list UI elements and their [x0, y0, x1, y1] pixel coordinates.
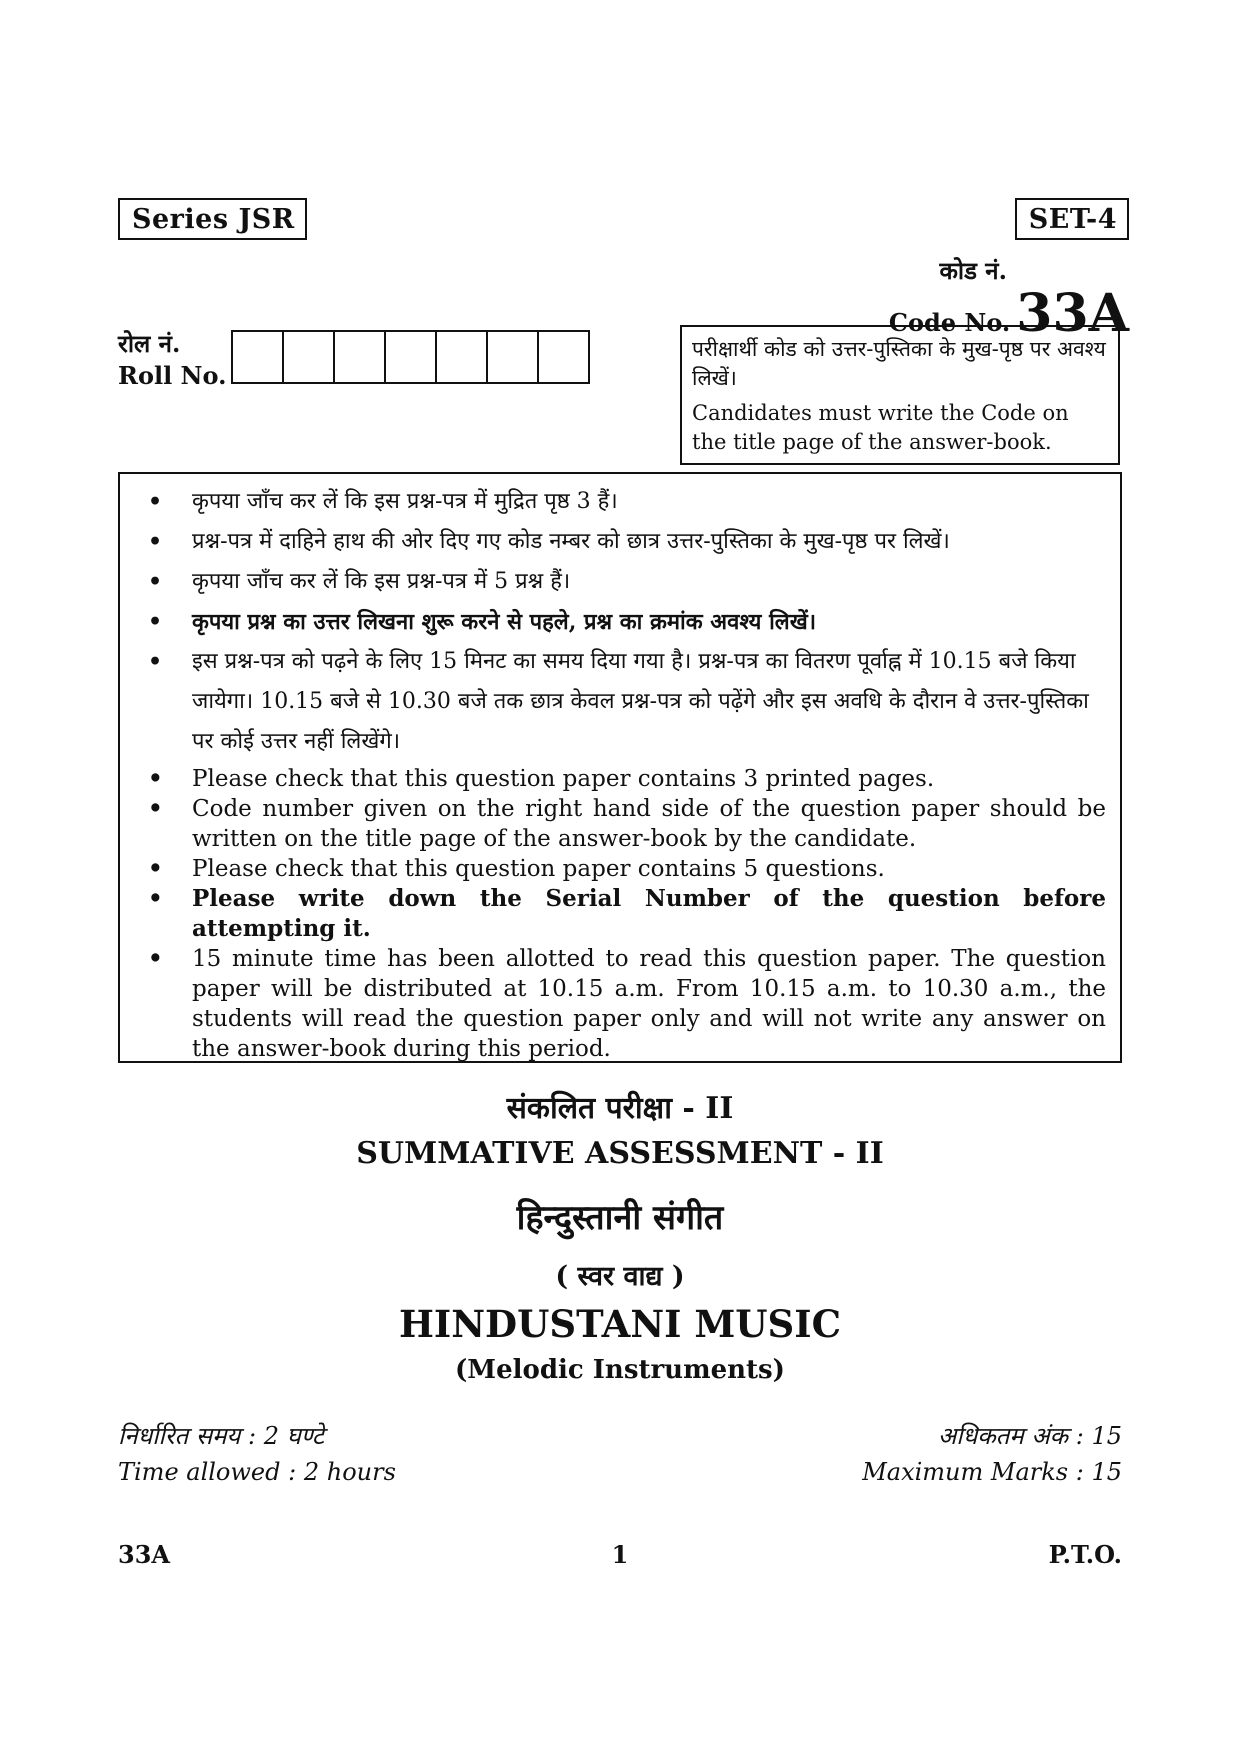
roll-label-hindi: रोल नं.	[118, 329, 181, 358]
footer-pto: P.T.O.	[1048, 1540, 1122, 1569]
roll-number-boxes[interactable]	[231, 330, 590, 384]
code-instruction-note	[680, 325, 1120, 465]
bullet-icon: •	[148, 765, 163, 792]
roll-number-box[interactable]	[539, 332, 588, 382]
instruction-item	[136, 944, 1106, 1064]
instruction-item	[136, 642, 1106, 762]
code-note-hindi: परीक्षार्थी कोड को उत्तर-पुस्तिका के मुख-पृष्ठ पर अवश्य लिखें।	[692, 337, 1106, 390]
instruction-text: Please check that this question paper contains 3 printed pages.	[192, 766, 935, 792]
instruction-item	[136, 602, 1106, 642]
bullet-icon: •	[148, 649, 163, 675]
bullet-icon: •	[148, 489, 163, 515]
instructions-english-list	[136, 764, 1106, 1064]
instruction-text: कृपया प्रश्न का उत्तर लिखना शुरू करने से पहले, प्रश्न का क्रमांक अवश्य लिखें।	[192, 609, 817, 635]
exam-title-english: SUMMATIVE ASSESSMENT - II	[356, 1136, 884, 1171]
time-allowed	[118, 1418, 396, 1490]
bullet-icon: •	[148, 795, 163, 822]
maximum-marks	[862, 1418, 1122, 1490]
instruction-item	[136, 794, 1106, 854]
time-allowed-english: Time allowed : 2 hours	[118, 1458, 396, 1486]
bullet-icon: •	[148, 945, 163, 972]
instruction-text: 15 minute time has been allotted to read this question paper. The question paper will be distributed at 10.15 a.m. From 10.15 a.m. to 10.30 a.m., the students will read the question paper only and will not write any answer on the answer-book during this period.	[192, 946, 1106, 1062]
roll-label-english: Roll No.	[118, 361, 227, 390]
instructions-box	[118, 472, 1122, 1063]
subject-title-hindi: हिन्दुस्तानी संगीत	[516, 1198, 724, 1238]
instruction-item	[136, 522, 1106, 562]
instruction-item	[136, 854, 1106, 884]
series-badge: Series JSR	[118, 198, 307, 240]
code-label-english: Code No.	[888, 308, 1011, 337]
roll-number-box[interactable]	[488, 332, 539, 382]
subject-title-english: HINDUSTANI MUSIC	[398, 1302, 842, 1346]
time-allowed-hindi: निर्धारित समय : 2 घण्टे	[118, 1422, 325, 1450]
footer-code: 33A	[118, 1540, 171, 1569]
instruction-text: कृपया जाँच कर लें कि इस प्रश्न-पत्र में 5 प्रश्न हैं।	[192, 569, 571, 594]
maximum-marks-english: Maximum Marks : 15	[862, 1458, 1122, 1486]
roll-number-box[interactable]	[284, 332, 335, 382]
roll-number-box[interactable]	[335, 332, 386, 382]
bullet-icon: •	[148, 529, 163, 555]
bullet-icon: •	[148, 855, 163, 882]
instruction-text: Please check that this question paper contains 5 questions.	[192, 856, 885, 882]
maximum-marks-hindi: अधिकतम अंक : 15	[937, 1422, 1122, 1450]
code-number: 33A	[1016, 283, 1129, 344]
roll-number-box[interactable]	[386, 332, 437, 382]
instructions-hindi-list	[136, 482, 1106, 762]
set-badge: SET-4	[1015, 198, 1129, 240]
code-label-hindi: कोड नं.	[939, 256, 1007, 285]
subject-subtitle-english: (Melodic Instruments)	[454, 1355, 785, 1385]
instruction-text: प्रश्न-पत्र में दाहिने हाथ की ओर दिए गए कोड नम्बर को छात्र उत्तर-पुस्तिका के मुख-पृष्ठ पर लिखें।	[192, 529, 950, 554]
subject-subtitle-hindi: ( स्वर वाद्य )	[555, 1261, 685, 1292]
roll-number-label	[118, 328, 226, 392]
instruction-text: कृपया जाँच कर लें कि इस प्रश्न-पत्र में मुद्रित पृष्ठ 3 हैं।	[192, 489, 618, 514]
instruction-text: Code number given on the right hand side of the question paper should be written on the title page of the answer-book by the candidate.	[192, 796, 1106, 852]
instruction-text: इस प्रश्न-पत्र को पढ़ने के लिए 15 मिनट का समय दिया गया है। प्रश्न-पत्र का वितरण पूर्वाह्न में 10.15 बजे किया जायेगा। 10.15 बजे से 10.30 बजे तक छात्र केवल प्रश्न-पत्र को पढ़ेंगे और इस अवधि के दौरान वे उत्तर-पुस्तिका पर कोई उत्तर नहीं लिखेंगे।	[192, 649, 1089, 754]
instruction-item	[136, 764, 1106, 794]
instruction-item	[136, 482, 1106, 522]
exam-title-hindi: संकलित परीक्षा - II	[506, 1091, 734, 1126]
bullet-icon: •	[148, 609, 163, 635]
bullet-icon: •	[148, 569, 163, 595]
instruction-item	[136, 884, 1106, 944]
roll-number-box[interactable]	[437, 332, 488, 382]
page-number: 1	[611, 1540, 629, 1569]
instruction-item	[136, 562, 1106, 602]
instruction-text: Please write down the Serial Number of the question before attempting it.	[192, 885, 1106, 942]
roll-number-box[interactable]	[233, 332, 284, 382]
bullet-icon: •	[148, 885, 163, 912]
code-note-english: Candidates must write the Code on the title page of the answer-book.	[692, 401, 1069, 454]
